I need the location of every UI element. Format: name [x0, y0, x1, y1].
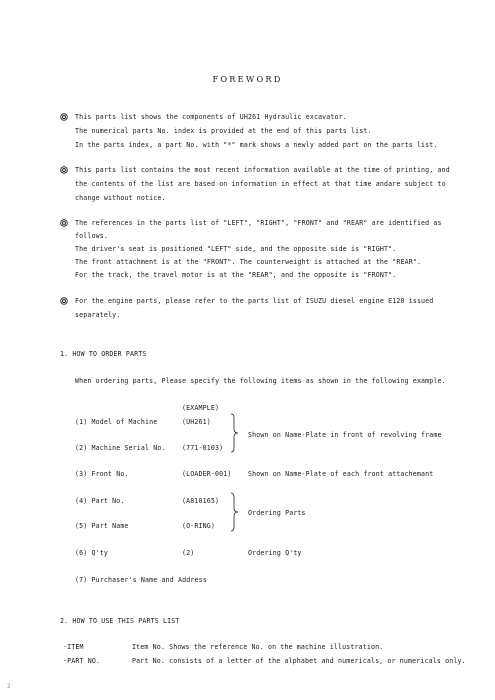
- paragraph-3-line-3: The driver's seat is positioned "LEFT" side, and the opposite side is "RIGHT".: [75, 245, 397, 253]
- order-item-example: (A810165): [182, 497, 220, 505]
- section-2-heading: 2. HOW TO USE THIS PARTS LIST: [60, 617, 180, 625]
- paragraph-4-line-2: separately.: [75, 311, 121, 319]
- page-title: FOREWORD: [212, 74, 283, 84]
- definition-description: Item No. Shows the reference No. on the machine illustration.: [132, 643, 384, 651]
- definition-description: Part No. consists of a letter of the alphabet and numericals, or numericals only.: [132, 657, 466, 665]
- note-nameplate-attachment: Shown on Name-Plate of each front attachemant: [248, 470, 434, 478]
- order-item-label: (6) Q'ty: [75, 549, 108, 557]
- right-brace-icon: [230, 413, 239, 453]
- double-circle-bullet-icon: [60, 219, 68, 227]
- paragraph-3-line-2: follows.: [75, 232, 108, 240]
- order-item-example: (771-0103): [182, 444, 224, 452]
- definition-term: ·ITEM: [63, 643, 84, 651]
- paragraph-3-line-1: The references in the parts list of "LEFT", "RIGHT", "FRONT" and "REAR" are identified as: [75, 219, 442, 227]
- order-item-label: (5) Part Name: [75, 522, 129, 530]
- section-1-intro: When ordering parts, Please specify the following items as shown in the following example.: [75, 377, 446, 385]
- order-item-label: (3) Front No.: [75, 470, 129, 478]
- paragraph-1-line-3: In the parts index, a part No. with "*" mark shows a newly added part on the parts list.: [75, 141, 438, 149]
- note-ordering-qty: Ordering Q'ty: [248, 549, 302, 557]
- double-circle-bullet-icon: [60, 166, 68, 174]
- order-item-example: (LOADER-001): [182, 470, 232, 478]
- paragraph-1-line-1: This parts list shows the components of UH261 Hydraulic excavator.: [75, 113, 347, 121]
- order-item-example: (2): [182, 549, 195, 557]
- paragraph-2-line-2: the contents of the list are based on information in effect at that time andare subject to: [75, 180, 446, 188]
- order-item-example: (UH261): [182, 418, 211, 426]
- order-item-label: (1) Model of Machine: [75, 418, 158, 426]
- order-item-example: (O-RING): [182, 522, 215, 530]
- note-nameplate-front: Shown on Name-Plate in front of revolving frame: [248, 431, 442, 439]
- page-number: 2: [7, 683, 11, 690]
- order-item-label: (2) Machine Serial No.: [75, 444, 166, 452]
- right-brace-icon: [230, 492, 239, 532]
- section-1-heading: 1. HOW TO ORDER PARTS: [60, 350, 147, 358]
- paragraph-4-line-1: For the engine parts, please refer to the parts list of ISUZU diesel engine E120 issued: [75, 297, 434, 305]
- paragraph-3-line-5: For the track, the travel motor is at the "REAR", and the opposite is "FRONT".: [75, 271, 397, 279]
- note-ordering-parts: Ordering Parts: [248, 509, 306, 517]
- definition-term: ·PART NO.: [63, 657, 101, 665]
- paragraph-1-line-2: The numerical parts No. index is provided at the end of this parts list.: [75, 127, 372, 135]
- double-circle-bullet-icon: [60, 113, 68, 121]
- double-circle-bullet-icon: [60, 297, 68, 305]
- paragraph-2-line-1: This parts list contains the most recent information available at the time of printing, and: [75, 166, 450, 174]
- example-header: (EXAMPLE): [182, 404, 220, 412]
- paragraph-2-line-3: change without notice.: [75, 194, 166, 202]
- order-item-label: (7) Purchaser's Name and Address: [75, 576, 207, 584]
- order-item-label: (4) Part No.: [75, 497, 125, 505]
- paragraph-3-line-4: The front attachment is at the "FRONT". The counterweight is attached at the "REAR".: [75, 258, 422, 266]
